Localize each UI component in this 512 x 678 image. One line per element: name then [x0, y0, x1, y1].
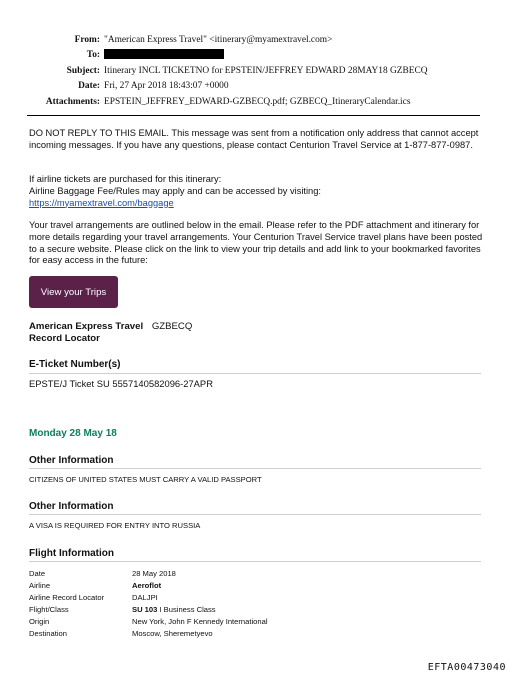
baggage-link[interactable]: https://myamextravel.com/baggage — [29, 197, 174, 208]
travel-date-heading: Monday 28 May 18 — [29, 428, 117, 439]
document-id: EFTA00473040 — [427, 662, 506, 673]
other-info-heading-2: Other Information — [29, 501, 114, 512]
flight-row-label: Airline — [29, 581, 51, 590]
baggage-info — [29, 174, 489, 209]
other-info-divider-1 — [29, 468, 481, 469]
flight-row-value: 28 May 2018 — [132, 569, 176, 578]
from-value: "American Express Travel" <itinerary@myamextravel.com> — [104, 35, 333, 45]
header-date-row — [0, 79, 512, 94]
no-reply-notice: DO NOT REPLY TO THIS EMAIL. This message was sent from a notification only address that cannot accept incoming messages. If you have any questions, please contact Centurion Travel Service at 1-877-877-0987. — [29, 128, 479, 150]
date-label: Date: — [78, 81, 100, 92]
flight-row-label: Origin — [29, 617, 50, 626]
flight-row-value: DALJPI — [132, 593, 158, 602]
header-attachments-row — [0, 95, 512, 110]
header-from-row — [0, 33, 512, 48]
flight-info-table — [29, 568, 268, 640]
other-info-value-2: A VISA IS REQUIRED FOR ENTRY INTO RUSSIA — [29, 521, 201, 530]
flight-row-label: Destination — [29, 629, 67, 638]
date-value: Fri, 27 Apr 2018 18:43:07 +0000 — [104, 81, 229, 92]
eticket-divider — [29, 373, 481, 374]
redaction-bar — [104, 49, 224, 59]
other-info-value-1: CITIZENS OF UNITED STATES MUST CARRY A VALID PASSPORT — [29, 475, 262, 484]
header-to-row — [0, 48, 512, 63]
flight-class: I Business Class — [157, 605, 216, 614]
other-info-heading-1: Other Information — [29, 455, 114, 466]
attachments-label: Attachments: — [45, 96, 100, 107]
flight-row-label: Date — [29, 569, 46, 578]
arrangements-text: Your travel arrangements are outlined below in the email. Please refer to the PDF attachment and itinerary for more details regarding your travel arrangements. Your Centurion Travel Service travel plans have been posted to a secure website. Please click on the link to view your trip details and add link to your bookmarked favorites for easy access in the future: — [29, 220, 483, 266]
view-trips-button[interactable]: View your Trips — [29, 276, 118, 308]
flight-row-airline — [29, 580, 268, 592]
flight-number: SU 103 — [132, 605, 158, 614]
eticket-value: EPSTE/J Ticket SU 5557140582096-27APR — [29, 378, 213, 389]
flight-row-destination — [29, 628, 268, 640]
email-header — [0, 33, 512, 110]
flight-row-flight-class — [29, 604, 268, 616]
subject-label: Subject: — [66, 65, 100, 76]
locator-title: American Express Travel — [29, 321, 144, 332]
locator-code: GZBECQ — [151, 321, 193, 332]
eticket-heading: E-Ticket Number(s) — [29, 359, 121, 370]
flight-row-label: Flight/Class — [29, 605, 69, 614]
flight-row-value: Moscow, Sheremetyevo — [132, 629, 213, 638]
flight-row-value: Aeroflot — [132, 581, 162, 590]
header-divider — [27, 115, 480, 116]
flight-info-heading: Flight Information — [29, 548, 114, 559]
flight-row-value: New York, John F Kennedy International — [132, 617, 268, 626]
baggage-line-1: If airline tickets are purchased for this itinerary: — [29, 174, 222, 184]
subject-value: Itinerary INCL TICKETNO for EPSTEIN/JEFFREY EDWARD 28MAY18 GZBECQ — [104, 65, 428, 76]
attachments-value[interactable]: EPSTEIN_JEFFREY_EDWARD-GZBECQ.pdf; GZBECQ_ItineraryCalendar.ics — [104, 96, 411, 107]
header-subject-row — [0, 64, 512, 79]
flight-info-divider — [29, 561, 481, 562]
baggage-line-2: Airline Baggage Fee/Rules may apply and can be accessed by visiting: — [29, 185, 321, 196]
flight-row-origin — [29, 616, 268, 628]
flight-row-label: Airline Record Locator — [29, 593, 105, 602]
locator-subtitle: Record Locator — [29, 332, 100, 344]
from-label: From: — [74, 35, 100, 45]
flight-row-record-locator — [29, 592, 268, 604]
flight-row-date — [29, 568, 268, 580]
record-locator-block — [29, 321, 489, 345]
to-label: To: — [86, 50, 100, 61]
other-info-divider-2 — [29, 514, 481, 515]
